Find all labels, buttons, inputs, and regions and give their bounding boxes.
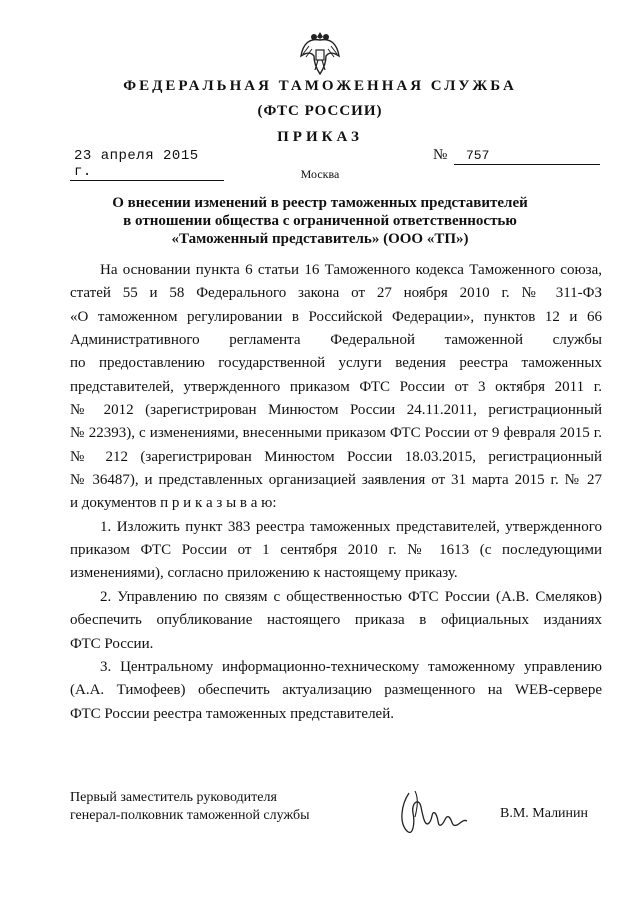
body-line: и документов п р и к а з ы в а ю: — [70, 495, 277, 512]
body-line: № 22393), с изменениями, внесенными приказом ФТС России от 9 февраля 2015 г. — [70, 425, 602, 442]
body-line: по предоставлению государственной услуги ведения реестра таможенных — [70, 355, 602, 372]
signer-position-line: Первый заместитель руководителя — [70, 790, 277, 805]
heading-line: «Таможенный представитель» (ООО «ТП») — [171, 231, 469, 247]
order-heading — [70, 194, 570, 248]
coat-of-arms-icon — [299, 30, 341, 76]
body-line: ФТС России реестра таможенных представителей. — [70, 705, 394, 722]
agency-short-name: (ФТС РОССИИ) — [257, 103, 383, 119]
signer-name: В.М. Малинин — [500, 806, 589, 821]
body-line: Административного регламента Федеральной таможенной службы — [70, 332, 602, 349]
order-date: 23 апреля 2015 г. — [70, 148, 224, 181]
body-line: представителей, утвержденного приказом ФТС России от 3 октября 2011 г. — [70, 378, 602, 395]
heading-line: О внесении изменений в реестр таможенных представителей — [112, 195, 528, 211]
body-line: «О таможенном регулировании в Российской Федерации», пунктов 12 и 66 — [70, 308, 602, 325]
body-line: ФТС России. — [70, 635, 154, 652]
order-number-label: № — [433, 147, 448, 163]
order-number: 757 — [454, 148, 600, 165]
body-line: № 36487), и представленных организацией заявления от 31 марта 2015 г. № 27 — [70, 472, 602, 489]
signer-position — [70, 789, 309, 825]
agency-name: ФЕДЕРАЛЬНАЯ ТАМОЖЕННАЯ СЛУЖБА — [123, 78, 517, 94]
heading-line: в отношении общества с ограниченной ответственностью — [123, 213, 517, 229]
body-line: 3. Центральному информационно-техническому таможенному управлению — [100, 658, 602, 675]
body-line: № 212 (зарегистрирован Минюстом России 18.03.2015, регистрационный — [70, 448, 602, 465]
handwritten-signature — [395, 783, 475, 843]
body-line: изменениями), согласно приложению к настоящему приказу. — [70, 565, 458, 582]
body-line: 2. Управлению по связям с общественностью ФТС России (А.В. Смеляков) — [100, 588, 602, 605]
body-line: (А.А. Тимофеев) обеспечить актуализацию размещенного на WEB-сервере — [70, 682, 602, 699]
body-line: обеспечить опубликование настоящего приказа в официальных изданиях — [70, 612, 602, 629]
body-line: На основании пункта 6 статьи 16 Таможенного кодекса Таможенного союза, — [100, 262, 602, 278]
body-line: № 2012 (зарегистрирован Минюстом России 24.11.2011, регистрационный — [70, 402, 602, 419]
signer-position-line: генерал-полковник таможенной службы — [70, 808, 310, 823]
body-line: 1. Изложить пункт 383 реестра таможенных представителей, утвержденного — [100, 518, 602, 535]
city: Москва — [300, 167, 340, 181]
document-type: ПРИКАЗ — [277, 129, 363, 145]
body-line: статей 55 и 58 Федерального закона от 27 ноября 2010 г. № 311-ФЗ — [70, 285, 602, 302]
body-line: приказом ФТС России от 1 сентября 2010 г. № 1613 (с последующими — [70, 542, 602, 559]
order-body — [70, 259, 602, 726]
